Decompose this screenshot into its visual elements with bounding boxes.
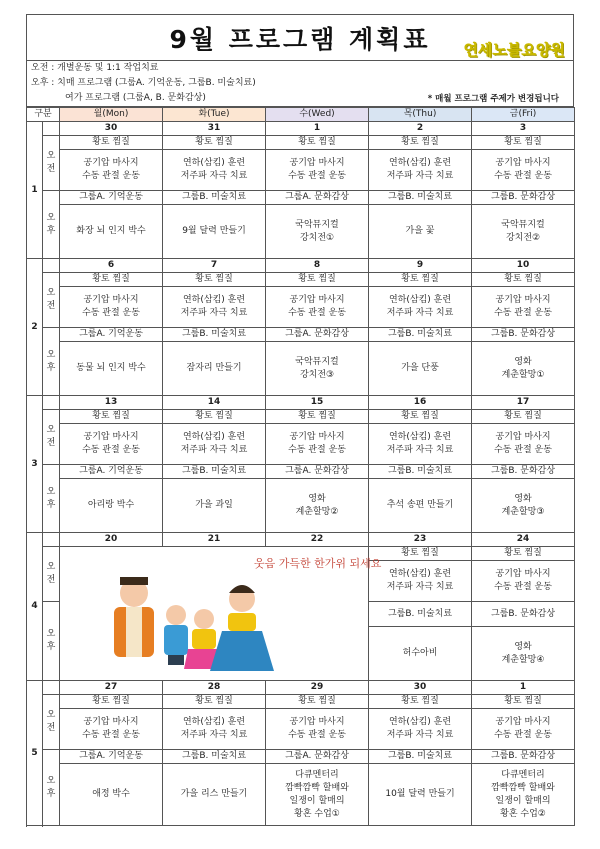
pm-title: 국악뮤지컬 (295, 356, 339, 367)
pm-title: 다큐멘터리 (295, 769, 339, 780)
am-program-tue (163, 424, 266, 465)
date-wed: 22 (266, 533, 369, 547)
date-tue: 21 (163, 533, 266, 547)
date-fri: 1 (472, 681, 575, 695)
am-line-1: 공기압 마사지 (289, 295, 345, 305)
col-header-fri: 금(Fri) (472, 108, 575, 122)
am-program-fri (472, 287, 575, 328)
am-program-mon (60, 287, 163, 328)
group-mon: 그룹A. 기억운동 (60, 750, 163, 764)
pm-row (27, 342, 575, 396)
date-wed: 29 (266, 681, 369, 695)
col-header-gubun: 구분 (27, 108, 60, 122)
date-tue: 31 (163, 122, 266, 136)
pm-title: 잠자리 만들기 (186, 363, 242, 373)
am-program-fri (472, 561, 575, 602)
pm-program-mon (60, 342, 163, 396)
group-row (27, 465, 575, 479)
pm-title: 영화 (514, 493, 532, 504)
date-fri: 17 (472, 396, 575, 410)
pm-program-mon (60, 479, 163, 533)
title-box (26, 14, 574, 60)
am-line-2: 수동 관절 운동 (288, 445, 346, 455)
group-fri: 그룹B. 문화감상 (472, 191, 575, 205)
pm-title: 동물 뇌 인지 박수 (76, 363, 146, 373)
am-line-1: 연하(삼킴) 훈련 (388, 717, 452, 727)
pm-row (27, 205, 575, 259)
pm-title: 9월 달력 만들기 (182, 226, 246, 236)
pm-label-2: 후 (46, 362, 56, 373)
group-fri: 그룹B. 문화감상 (472, 328, 575, 342)
am-line-2: 수동 관절 운동 (288, 171, 346, 181)
date-fri: 10 (472, 259, 575, 273)
info-line-am: 오전 : 개별운동 및 1:1 작업치료 (31, 63, 159, 73)
am-label-1: 오 (46, 288, 56, 298)
date-thu: 23 (369, 533, 472, 547)
steam-fri: 황토 찜질 (472, 273, 575, 287)
pm-label (43, 750, 60, 826)
group-row (27, 191, 575, 205)
am-line-2: 저주파 자극 치료 (180, 171, 248, 181)
am-program-wed (266, 150, 369, 191)
pm-label-2: 후 (46, 225, 56, 236)
steam-row (27, 136, 575, 150)
am-program-wed (266, 287, 369, 328)
steam-fri: 황토 찜질 (472, 136, 575, 150)
date-mon: 6 (60, 259, 163, 273)
pm-line-2: 강치전② (505, 232, 541, 243)
am-label (43, 410, 60, 465)
am-line-2: 수동 관절 운동 (288, 308, 346, 318)
am-row (27, 287, 575, 328)
pm-program-fri (472, 205, 575, 259)
pm-program-thu (369, 205, 472, 259)
date-wed: 8 (266, 259, 369, 273)
pm-label-1: 오 (46, 212, 56, 223)
date-thu: 2 (369, 122, 472, 136)
am-label-2: 전 (46, 438, 56, 448)
pm-line-4: 황혼 수업② (500, 808, 546, 819)
am-program-mon (60, 709, 163, 750)
am-line-2: 저주파 자극 치료 (386, 308, 454, 318)
steam-wed: 황토 찜질 (266, 410, 369, 424)
group-wed: 그룹A. 문화감상 (266, 750, 369, 764)
am-line-2: 수동 관절 운동 (494, 445, 552, 455)
steam-mon: 황토 찜질 (60, 410, 163, 424)
am-program-thu (369, 561, 472, 602)
pm-label-1: 오 (46, 486, 56, 497)
pm-line-3: 일쟁이 할매의 (289, 795, 345, 806)
col-header-tue: 화(Tue) (163, 108, 266, 122)
banner-text: 웃음 가득한 한가위 되세요 (254, 557, 382, 570)
am-line-1: 연하(삼킴) 훈련 (388, 158, 452, 168)
date-thu: 9 (369, 259, 472, 273)
group-tue: 그룹B. 미술치료 (163, 750, 266, 764)
info-line-leisure: 여가 프로그램 (그룹A, B. 문화감상) (65, 93, 206, 103)
group-mon: 그룹A. 기억운동 (60, 191, 163, 205)
pm-label-1: 오 (46, 349, 56, 360)
am-line-1: 연하(삼킴) 훈련 (182, 295, 246, 305)
am-label-1: 오 (46, 151, 56, 161)
am-program-mon (60, 424, 163, 465)
date-fri: 24 (472, 533, 575, 547)
am-label (43, 695, 60, 750)
am-line-1: 공기압 마사지 (83, 158, 139, 168)
date-mon: 30 (60, 122, 163, 136)
am-program-thu (369, 709, 472, 750)
page-title: 9월 프로그램 계획표 (169, 25, 431, 54)
am-line-2: 수동 관절 운동 (494, 582, 552, 592)
group-tue: 그룹B. 미술치료 (163, 191, 266, 205)
chuseok-illustration (60, 547, 382, 681)
am-program-tue (163, 709, 266, 750)
pm-program-tue (163, 764, 266, 826)
date-row (27, 259, 575, 273)
steam-row (27, 273, 575, 287)
pm-title: 영화 (514, 641, 532, 652)
pm-title: 다큐멘터리 (501, 769, 545, 780)
steam-tue: 황토 찜질 (163, 273, 266, 287)
group-row (27, 328, 575, 342)
group-row (27, 750, 575, 764)
pm-line-2: 계춘할망④ (501, 654, 545, 665)
pm-line-2: 깜빡깜빡 할배와 (285, 782, 349, 793)
pm-line-3: 일쟁이 할매의 (495, 795, 551, 806)
pm-program-thu (369, 764, 472, 826)
week-number: 2 (27, 259, 43, 396)
group-mon: 그룹A. 기억운동 (60, 328, 163, 342)
pm-program-tue (163, 342, 266, 396)
am-line-1: 공기압 마사지 (83, 717, 139, 727)
date-thu: 16 (369, 396, 472, 410)
am-line-2: 저주파 자극 치료 (386, 582, 454, 592)
schedule-table (26, 107, 575, 826)
steam-wed: 황토 찜질 (266, 273, 369, 287)
steam-row (27, 410, 575, 424)
am-label-2: 전 (46, 723, 56, 733)
pm-program-fri (472, 627, 575, 681)
date-mon: 20 (60, 533, 163, 547)
pm-program-mon (60, 205, 163, 259)
pm-program-wed (266, 205, 369, 259)
date-mon: 13 (60, 396, 163, 410)
am-row (27, 150, 575, 191)
steam-thu: 황토 찜질 (369, 410, 472, 424)
am-line-2: 저주파 자극 치료 (180, 308, 248, 318)
pm-row (27, 764, 575, 826)
am-line-1: 공기압 마사지 (289, 158, 345, 168)
am-line-1: 공기압 마사지 (495, 158, 551, 168)
am-program-tue (163, 150, 266, 191)
date-thu: 30 (369, 681, 472, 695)
steam-mon: 황토 찜질 (60, 273, 163, 287)
pm-label (43, 465, 60, 533)
am-line-1: 연하(삼킴) 훈련 (182, 158, 246, 168)
group-wed: 그룹A. 문화감상 (266, 328, 369, 342)
pm-label-1: 오 (46, 629, 56, 639)
am-program-mon (60, 150, 163, 191)
date-mon: 27 (60, 681, 163, 695)
pm-program-fri (472, 764, 575, 826)
header-row (27, 108, 575, 122)
pm-program-mon (60, 764, 163, 826)
program-info (26, 60, 574, 107)
pm-title: 화장 뇌 인지 박수 (76, 226, 146, 236)
am-line-1: 연하(삼킴) 훈련 (388, 295, 452, 305)
pm-line-2: 강치전① (299, 232, 335, 243)
am-line-1: 공기압 마사지 (83, 432, 139, 442)
am-program-thu (369, 424, 472, 465)
am-row (27, 709, 575, 750)
pm-title: 가을 리스 만들기 (180, 789, 248, 799)
am-line-2: 수동 관절 운동 (288, 730, 346, 740)
pm-label-2: 후 (46, 788, 56, 799)
steam-wed: 황토 찜질 (266, 695, 369, 709)
pm-title: 영화 (308, 493, 326, 504)
am-line-1: 공기압 마사지 (495, 569, 551, 579)
pm-label-2: 후 (46, 642, 56, 652)
am-line-2: 수동 관절 운동 (494, 171, 552, 181)
group-thu: 그룹B. 미술치료 (369, 602, 472, 627)
pm-program-wed (266, 342, 369, 396)
brand-logo-text: 연세노블요양원 (463, 41, 565, 59)
pm-title: 가을 과일 (195, 500, 233, 510)
col-header-wed: 수(Wed) (266, 108, 369, 122)
am-line-2: 저주파 자극 치료 (386, 171, 454, 181)
am-line-1: 공기압 마사지 (495, 295, 551, 305)
pm-line-2: 계춘할망② (295, 506, 339, 517)
pm-label (43, 191, 60, 259)
am-label-2: 전 (46, 575, 56, 585)
steam-tue: 황토 찜질 (163, 695, 266, 709)
group-tue: 그룹B. 미술치료 (163, 328, 266, 342)
am-label-1: 오 (46, 425, 56, 435)
pm-line-2: 계춘할망③ (501, 506, 545, 517)
steam-fri: 황토 찜질 (472, 695, 575, 709)
steam-tue: 황토 찜질 (163, 136, 266, 150)
am-line-1: 공기압 마사지 (83, 295, 139, 305)
date-row (27, 396, 575, 410)
am-line-2: 저주파 자극 치료 (180, 730, 248, 740)
date-row (27, 681, 575, 695)
group-fri: 그룹B. 문화감상 (472, 750, 575, 764)
pm-title: 국악뮤지컬 (295, 219, 339, 230)
steam-fri: 황토 찜질 (472, 547, 575, 561)
steam-thu: 황토 찜질 (369, 547, 472, 561)
steam-mon: 황토 찜질 (60, 136, 163, 150)
pm-label-1: 오 (46, 775, 56, 786)
am-label-1: 오 (46, 562, 56, 572)
am-line-2: 저주파 자극 치료 (386, 730, 454, 740)
am-label (43, 547, 60, 602)
am-line-1: 공기압 마사지 (495, 717, 551, 727)
am-line-1: 연하(삼킴) 훈련 (182, 717, 246, 727)
date-wed: 1 (266, 122, 369, 136)
group-mon: 그룹A. 기억운동 (60, 465, 163, 479)
pm-label (43, 328, 60, 396)
pm-program-tue (163, 479, 266, 533)
group-tue: 그룹B. 미술치료 (163, 465, 266, 479)
am-line-1: 공기압 마사지 (495, 432, 551, 442)
weeks-body (27, 122, 575, 826)
pm-title: 추석 송편 만들기 (386, 500, 454, 510)
pm-line-2: 강치전③ (299, 369, 335, 380)
pm-title: 허수아비 (402, 648, 438, 658)
group-thu: 그룹B. 미술치료 (369, 191, 472, 205)
pm-title: 국악뮤지컬 (501, 219, 545, 230)
am-line-2: 수동 관절 운동 (494, 730, 552, 740)
steam-wed: 황토 찜질 (266, 136, 369, 150)
am-program-thu (369, 287, 472, 328)
group-thu: 그룹B. 미술치료 (369, 328, 472, 342)
steam-thu: 황토 찜질 (369, 136, 472, 150)
col-header-thu: 목(Thu) (369, 108, 472, 122)
pm-line-2: 깜빡깜빡 할배와 (491, 782, 555, 793)
date-tue: 7 (163, 259, 266, 273)
steam-row (27, 695, 575, 709)
date-row (27, 533, 575, 547)
week-number: 3 (27, 396, 43, 533)
pm-program-wed (266, 764, 369, 826)
pm-program-tue (163, 205, 266, 259)
pm-title: 애정 박수 (92, 789, 130, 799)
am-line-1: 공기압 마사지 (289, 717, 345, 727)
am-label (43, 136, 60, 191)
pm-line-2: 계춘할망① (501, 369, 545, 380)
am-program-fri (472, 424, 575, 465)
group-thu: 그룹B. 미술치료 (369, 465, 472, 479)
pm-label-2: 후 (46, 499, 56, 510)
steam-tue: 황토 찜질 (163, 410, 266, 424)
pm-title: 아리랑 박수 (87, 500, 135, 510)
am-label-1: 오 (46, 710, 56, 720)
am-line-1: 연하(삼킴) 훈련 (182, 432, 246, 442)
pm-program-fri (472, 342, 575, 396)
pm-program-wed (266, 479, 369, 533)
am-row (27, 424, 575, 465)
change-notice: * 매월 프로그램 주제가 변경됩니다 (427, 94, 559, 104)
date-tue: 28 (163, 681, 266, 695)
am-line-1: 연하(삼킴) 훈련 (388, 432, 452, 442)
am-program-fri (472, 150, 575, 191)
col-header-mon: 월(Mon) (60, 108, 163, 122)
week-number: 4 (27, 533, 43, 681)
group-wed: 그룹A. 문화감상 (266, 465, 369, 479)
am-line-2: 저주파 자극 치료 (386, 445, 454, 455)
week-number: 5 (27, 681, 43, 826)
pm-title: 10월 달력 만들기 (385, 789, 455, 799)
pm-program-thu (369, 627, 472, 681)
steam-thu: 황토 찜질 (369, 695, 472, 709)
date-wed: 15 (266, 396, 369, 410)
am-label (43, 273, 60, 328)
pm-title: 영화 (514, 356, 532, 367)
am-line-2: 수동 관절 운동 (82, 445, 140, 455)
date-row (27, 122, 575, 136)
am-label-2: 전 (46, 301, 56, 311)
pm-program-fri (472, 479, 575, 533)
pm-program-thu (369, 479, 472, 533)
group-fri: 그룹B. 문화감상 (472, 465, 575, 479)
pm-line-4: 황혼 수업① (294, 808, 340, 819)
am-program-wed (266, 709, 369, 750)
pm-row (27, 479, 575, 533)
am-line-1: 연하(삼킴) 훈련 (388, 569, 452, 579)
am-line-2: 수동 관절 운동 (82, 730, 140, 740)
am-line-1: 공기압 마사지 (289, 432, 345, 442)
pm-program-thu (369, 342, 472, 396)
info-line-pm: 오후 : 치매 프로그램 (그룹A. 기억운동, 그룹B. 미술치료) (31, 78, 256, 88)
date-fri: 3 (472, 122, 575, 136)
steam-row (27, 547, 575, 561)
family-hanbok-illustration (64, 547, 382, 675)
group-thu: 그룹B. 미술치료 (369, 750, 472, 764)
group-fri: 그룹B. 문화감상 (472, 602, 575, 627)
am-line-2: 수동 관절 운동 (494, 308, 552, 318)
steam-mon: 황토 찜질 (60, 695, 163, 709)
am-line-2: 수동 관절 운동 (82, 171, 140, 181)
am-label-2: 전 (46, 164, 56, 174)
am-line-2: 수동 관절 운동 (82, 308, 140, 318)
am-program-thu (369, 150, 472, 191)
date-tue: 14 (163, 396, 266, 410)
pm-title: 가을 단풍 (401, 363, 439, 373)
am-program-fri (472, 709, 575, 750)
steam-thu: 황토 찜질 (369, 273, 472, 287)
am-program-tue (163, 287, 266, 328)
pm-label (43, 602, 60, 681)
pm-title: 가을 꽃 (405, 226, 435, 236)
am-program-wed (266, 424, 369, 465)
group-wed: 그룹A. 문화감상 (266, 191, 369, 205)
week-number: 1 (27, 122, 43, 259)
steam-fri: 황토 찜질 (472, 410, 575, 424)
am-line-2: 저주파 자극 치료 (180, 445, 248, 455)
